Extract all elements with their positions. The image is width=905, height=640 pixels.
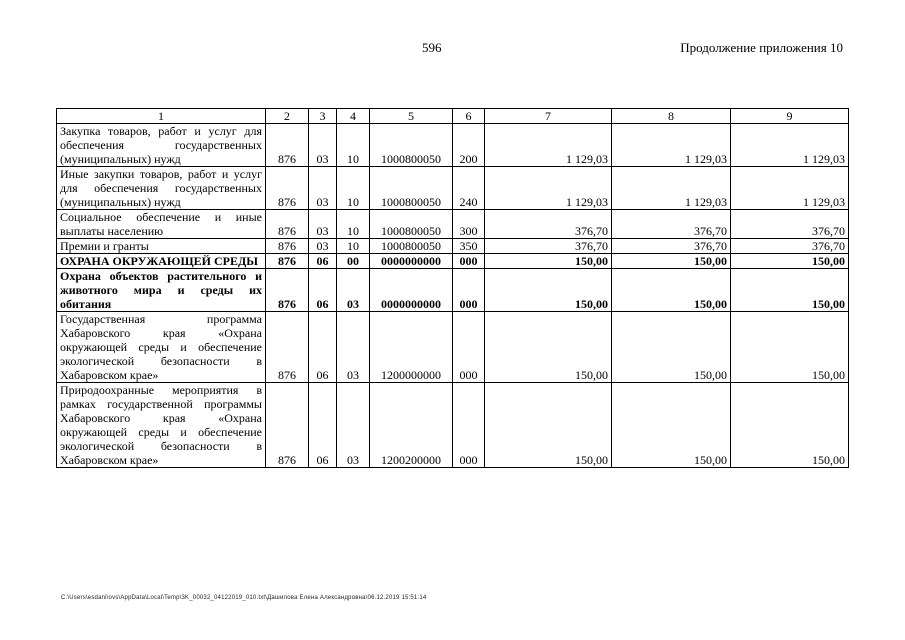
row-value-cell: 150,00	[612, 383, 731, 468]
row-value-cell: 150,00	[612, 254, 731, 269]
row-value-cell: 03	[309, 167, 337, 210]
row-value-cell: 876	[266, 210, 309, 239]
row-value-cell: 150,00	[485, 312, 612, 383]
row-value-cell: 10	[337, 167, 370, 210]
row-value-cell: 876	[266, 312, 309, 383]
row-value-cell: 0000000000	[370, 254, 453, 269]
table-row	[57, 239, 849, 254]
row-value-cell: 376,70	[731, 210, 849, 239]
row-value-cell: 1000800050	[370, 239, 453, 254]
column-header: 5	[370, 109, 453, 124]
row-value-cell: 200	[453, 124, 485, 167]
row-value-cell: 000	[453, 269, 485, 312]
row-value-cell: 150,00	[731, 269, 849, 312]
row-value-cell: 03	[337, 269, 370, 312]
row-value-cell: 06	[309, 312, 337, 383]
row-name-cell: Премии и гранты	[57, 239, 266, 254]
row-value-cell: 240	[453, 167, 485, 210]
column-header: 7	[485, 109, 612, 124]
row-value-cell: 376,70	[612, 210, 731, 239]
row-value-cell: 000	[453, 383, 485, 468]
column-header: 4	[337, 109, 370, 124]
continuation-title: Продолжение приложения 10	[680, 40, 843, 55]
row-value-cell: 06	[309, 254, 337, 269]
row-value-cell: 150,00	[485, 383, 612, 468]
row-value-cell: 150,00	[485, 254, 612, 269]
row-value-cell: 876	[266, 269, 309, 312]
row-value-cell: 000	[453, 254, 485, 269]
table-row	[57, 124, 849, 167]
row-value-cell: 150,00	[731, 383, 849, 468]
row-value-cell: 376,70	[731, 239, 849, 254]
table-row	[57, 167, 849, 210]
row-value-cell: 1 129,03	[612, 124, 731, 167]
row-name-cell: ОХРАНА ОКРУЖАЮЩЕЙ СРЕДЫ	[57, 254, 266, 269]
row-value-cell: 1200000000	[370, 312, 453, 383]
row-value-cell: 376,70	[612, 239, 731, 254]
table-row	[57, 210, 849, 239]
row-value-cell: 1 129,03	[485, 167, 612, 210]
row-name-cell: Закупка товаров, работ и услуг для обеспечения государственных (муниципальных) нужд	[57, 124, 266, 167]
row-value-cell: 10	[337, 210, 370, 239]
table-row	[57, 254, 849, 269]
row-value-cell: 1 129,03	[485, 124, 612, 167]
row-value-cell: 1000800050	[370, 124, 453, 167]
row-value-cell: 03	[309, 239, 337, 254]
row-value-cell: 150,00	[485, 269, 612, 312]
row-value-cell: 00	[337, 254, 370, 269]
row-value-cell: 150,00	[731, 312, 849, 383]
row-value-cell: 376,70	[485, 210, 612, 239]
row-value-cell: 10	[337, 124, 370, 167]
row-value-cell: 1000800050	[370, 210, 453, 239]
row-name-cell: Охрана объектов растительного и животного мира и среды их обитания	[57, 269, 266, 312]
row-value-cell: 1 129,03	[731, 124, 849, 167]
row-value-cell: 1000800050	[370, 167, 453, 210]
table-row	[57, 269, 849, 312]
row-value-cell: 376,70	[485, 239, 612, 254]
column-header: 8	[612, 109, 731, 124]
row-value-cell: 03	[309, 124, 337, 167]
row-value-cell: 876	[266, 239, 309, 254]
row-name-cell: Природоохранные мероприятия в рамках государственной программы Хабаровского края «Охрана окружающей среды и обеспечение экологической безопасности в Хабаровском крае»	[57, 383, 266, 468]
row-value-cell: 000	[453, 312, 485, 383]
row-value-cell: 1 129,03	[612, 167, 731, 210]
table-row	[57, 383, 849, 468]
row-value-cell: 10	[337, 239, 370, 254]
table-header-row	[57, 109, 849, 124]
row-name-cell: Социальное обеспечение и иные выплаты населению	[57, 210, 266, 239]
page-number: 596	[422, 40, 442, 55]
row-value-cell: 06	[309, 383, 337, 468]
row-value-cell: 876	[266, 167, 309, 210]
column-header: 3	[309, 109, 337, 124]
row-name-cell: Государственная программа Хабаровского края «Охрана окружающей среды и обеспечение экологической безопасности в Хабаровском крае»	[57, 312, 266, 383]
column-header: 9	[731, 109, 849, 124]
row-value-cell: 150,00	[612, 269, 731, 312]
row-value-cell: 03	[309, 210, 337, 239]
row-value-cell: 03	[337, 312, 370, 383]
column-header: 2	[266, 109, 309, 124]
file-path-footer: C:\Users\esdani\ovs\AppData\Local\Temp\3K_00032_04122019_010.txt\Дашилова Елена Александровна\06.12.2019 15:51:14	[61, 595, 427, 601]
row-name-cell: Иные закупки товаров, работ и услуг для обеспечения государственных (муниципальных) нужд	[57, 167, 266, 210]
table-row	[57, 312, 849, 383]
row-value-cell: 03	[337, 383, 370, 468]
row-value-cell: 876	[266, 254, 309, 269]
row-value-cell: 1200200000	[370, 383, 453, 468]
row-value-cell: 06	[309, 269, 337, 312]
row-value-cell: 300	[453, 210, 485, 239]
column-header: 6	[453, 109, 485, 124]
row-value-cell: 150,00	[612, 312, 731, 383]
row-value-cell: 0000000000	[370, 269, 453, 312]
row-value-cell: 876	[266, 124, 309, 167]
row-value-cell: 876	[266, 383, 309, 468]
budget-table	[56, 108, 849, 468]
table-body	[57, 124, 849, 468]
row-value-cell: 1 129,03	[731, 167, 849, 210]
column-header: 1	[57, 109, 266, 124]
row-value-cell: 150,00	[731, 254, 849, 269]
row-value-cell: 350	[453, 239, 485, 254]
